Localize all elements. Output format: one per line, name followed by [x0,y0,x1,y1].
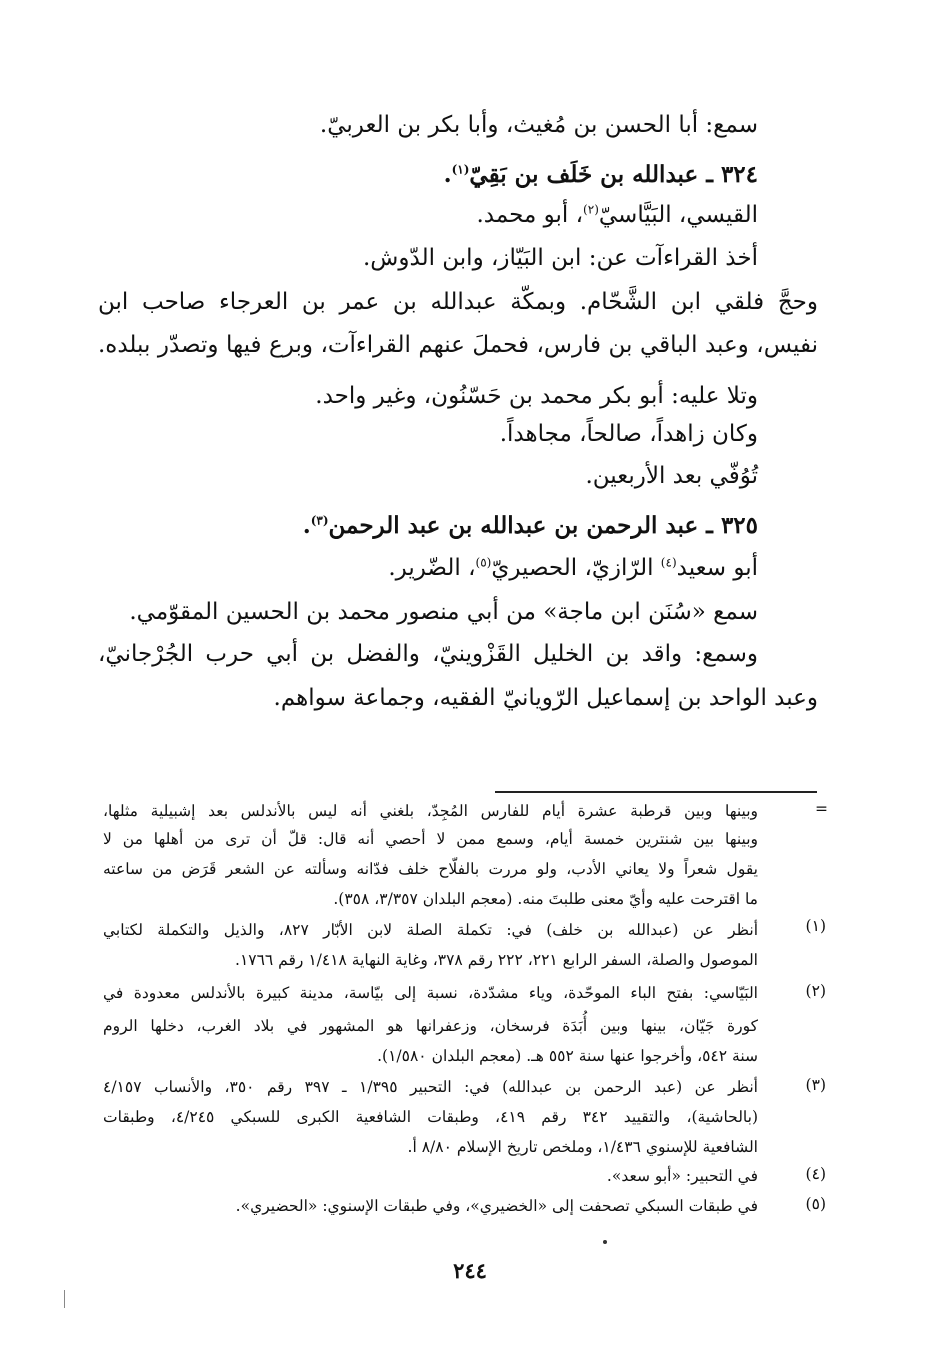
footnote-3-marker: (٣) [805,1076,826,1094]
scan-mark [64,1290,65,1308]
footnote-2-marker: (٢) [805,982,826,1000]
footnote-2-line: البَيّاسي: بفتح الباء الموحّدة، وياء مشدّدة، نسبة إلى بيّاسة، مدينة كبيرة بالأندلس معدودة في [103,984,758,1002]
footnote-2-line: كورة جَيّان، بينها وبين أُبَدَة فرسخان، وزعفرانها هو المشهور في بلاد الغرب، دخلها الروم [103,1017,758,1035]
text-line: وسمع: واقد بن الخليل القَزْوينيّ، والفضل بن أبي حرب الجُرْجانيّ، [98,641,758,667]
text-line: وتلا عليه: أبو بكر محمد بن حَسّنُون، وغير واحد. [315,383,758,409]
footnote-5-line: في طبقات السبكي تصحفت إلى «الخضيري»، وفي طبقات الإسنوي: «الحضيري». [235,1197,758,1215]
entry-324-heading [444,160,758,190]
footnote-ref-3: (٣) [310,513,329,528]
footnote-separator [495,791,817,793]
text-line: وحجَّ فلقي ابن الشَّحّام. وبمكّة عبدالله بن عمر بن العرجاء صاحب ابن [98,289,818,315]
footnote-ref-5: (٥) [475,555,492,570]
text-line [476,200,758,230]
footnote-1-line: أنظر عن (عبدالله بن خلف) في: تكملة الصلة لابن الأبّار ٨٢٧، والذيل والتكملة لكتابي [103,921,759,939]
footnote-3-line: الشافعية للإسنوي ١/٤٣٦، وملخص تاريخ الإسلام ٨/٨٠ أ. [407,1138,758,1156]
text-line: سمع: أبا الحسن بن مُغيث، وأبا بكر بن العربيّ. [319,112,758,138]
text-line: وعبد الواحد بن إسماعيل الرّويانيّ الفقيه، وجماعة سواهم. [273,685,818,711]
footnote-1-marker: (١) [805,917,826,935]
ink-speck [603,1240,607,1244]
footnote-ref-4: (٤) [660,555,677,570]
page-number: ٢٤٤ [453,1258,487,1283]
footnote-continuation-marker: = [815,800,828,818]
text-line: سمع «سُنَن ابن ماجة» من أبي منصور محمد بن الحسين المقوّمي. [129,599,758,625]
entry-324-title: ٣٢٤ ـ عبدالله بن خَلَف بن بَقِيّ [469,161,758,188]
footnote-ref-2: (٢) [583,202,599,217]
footnote-4-marker: (٤) [805,1165,826,1183]
entry-325-heading [303,511,758,541]
text-line: تُوُفّي بعد الأربعين. [585,463,758,489]
text-segment: القيسي، البَيَّاسيّ [598,202,758,228]
footnote-4-line: في التحبير: «أبو سعد». [606,1167,758,1185]
entry-324-end: . [443,161,452,188]
footnote-1-line: الموصول والصلة، السفر الرابع ٢٢١، ٢٢٢ رقم ٣٧٨، وغاية النهاية ١/٤١٨ رقم ١٧٦٦. [235,951,758,969]
footnote-3-line: أنظر عن (عبد الرحمن بن عبدالله) في: التحبير ١/٣٩٥ ـ ٣٩٧ رقم ٣٥٠، والأنساب ٤/١٥٧ [103,1078,758,1096]
footnote-5-marker: (٥) [805,1195,826,1213]
footnote-ref-1: (١) [451,162,470,177]
entry-325-end: . [302,512,311,539]
entry-325-title: ٣٢٥ ـ عبد الرحمن بن عبدالله بن عبد الرحمن [328,512,758,539]
text-line: نفيس، وعبد الباقي بن فارس، فحملَ عنهم القراءآت، وبرع فيها وتصدّر ببلده. [98,332,818,358]
footnote-2-line: سنة ٥٤٢، وأخرجوا عنها سنة ٥٥٢ هـ. (معجم البلدان ١/٥٨٠). [377,1047,758,1065]
footnote-3-line: (بالحاشية)، والتقييد ٣٤٢ رقم ٤١٩، وطبقات الشافعية الكبرى للسبكي ٤/٢٤٥، وطبقات [103,1108,758,1126]
footnote-line: يقول شعراً ولا يعاني الأدب، ولو مررت بالفلّاح خلف فدّانه وسألته عن الشعر قَرَض من ساعته [103,860,758,878]
text-segment: ، أبو محمد. [476,202,584,228]
text-segment: أبو سعيد [676,555,758,581]
text-line: أخذ القراءآت عن: ابن البَيّاز، وابن الدّوش. [363,245,758,271]
text-segment: الرّازيّ، الحصيريّ [491,555,661,581]
text-line [388,553,758,583]
footnote-line: وبينها بين شنترين خمسة أيام، وسمع ممن لا أحصي أنه قال: قلّ أن ترى من أهلها من لا [103,830,758,848]
text-segment: ، الضّرير. [388,555,476,581]
footnote-line: وبينها وبين قرطبة عشرة أيام للفارس المُجِدّ، بلغني أنه ليس بالأندلس بعد إشبيلية مثلها، [103,802,758,820]
footnote-line: ما اقترحت عليه وأيّ معنى طلبتَ منه. (معجم البلدان ٣/٣٥٧، ٣٥٨). [333,890,758,908]
text-line: وكان زاهداً، صالحاً، مجاهداً. [499,421,758,447]
